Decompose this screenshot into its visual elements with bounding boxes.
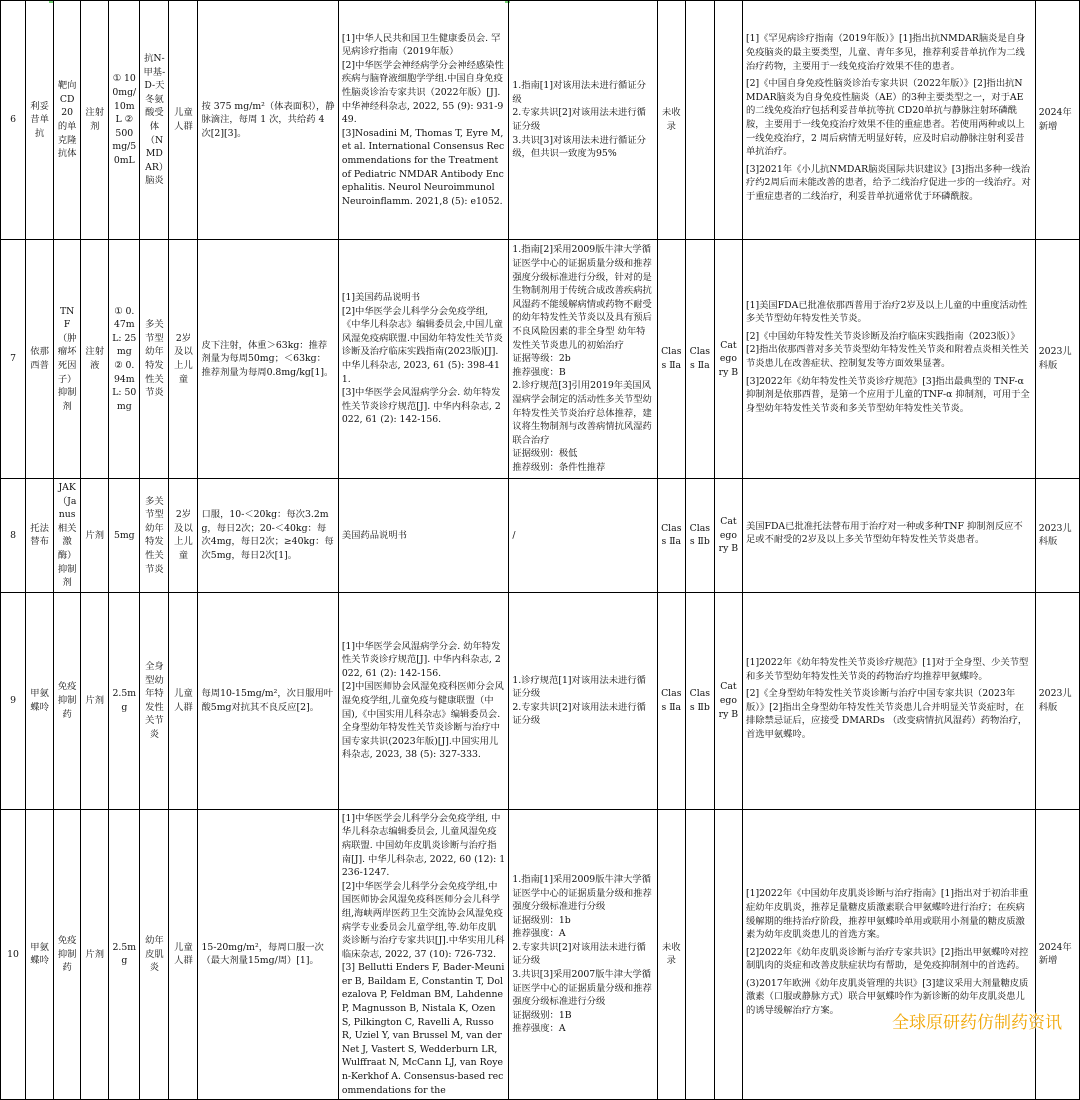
indication-cell: 多关节型幼年特发性关节炎 [140,479,169,593]
evidence-cell [509,1,657,240]
source-cell: 2024年新增 [1035,1,1079,240]
drug-name-cell: 依那西普 [26,240,54,479]
note-line: [1]美国FDA已批准依那西普用于治疗2岁及以上儿童的中重度活动性多关节型幼年特发性关节炎。 [745,299,1028,325]
note-line: [1]2022年《幼年特发性关节炎诊疗规范》[1]对于全身型、少关节型和多关节型幼年特发性关节炎的药物治疗均推荐甲氨蝶呤。 [745,656,1029,682]
recommendation-grade3-cell [714,1,742,240]
source-cell: 2023儿科版 [1035,479,1079,593]
evidence-line: 2.专家共识[2]对该用法未进行循证分级 [512,701,646,727]
recommendation-grade2-cell: Class Ⅱb [685,592,714,809]
drug-name-cell: 甲氨蝶呤 [26,592,54,809]
recommendation-grade3-cell: Category B [714,240,742,479]
recommendation-grade1-cell: 未收录 [657,1,685,240]
note-line: [2]《中国自身免疫性脑炎诊治专家共识（2022年版）》[2]指出抗NMDAR脑炎为自身免疫性脑炎（AE）的3种主要类型之一，对于AE的二线免疫治疗包括利妥昔单抗等抗 CD20单抗与静脉注射环磷酰胺，主要用于一线免疫治疗效果不佳的重症患者。若使用两种或以上一线免疫治疗，2 周后病情无明显好转，应及时启动静脉注射利妥昔单抗治疗。 [745,78,1025,158]
reference-cell [338,1,508,240]
dosage-cell: 每周10-15mg/m²，次日服用叶酸5mg对抗其不良反应[2]。 [198,592,338,809]
reference-cell [338,479,508,593]
reference-line: [2]中华医学会神经病学分会神经感染性疾病与脑脊液细胞学学组.中国自身免疫性脑炎诊治专家共识（2022年版）[J]. 中华神经科杂志, 2022, 55 (9): 931-949. [341,59,504,126]
population-cell: 2岁及以上儿童 [169,479,198,593]
source-cell: 2024年新增 [1035,809,1079,1099]
evidence-line: 1.诊疗规范[1]对该用法未进行循证分级 [512,674,646,700]
note-line: [1]2022年《中国幼年皮肌炎诊断与治疗指南》[1]指出对于初治非重症幼年皮肌炎，推荐足量糖皮质激素联合甲氨蝶呤进行治疗；在疾病缓解期的维持治疗阶段，推荐甲氨蝶呤单用或联用小剂量的糖皮质激素为幼年皮肌炎患儿的首选方案。 [745,888,1029,941]
note-cell [742,240,1035,479]
dosage-cell: 按 375 mg/m²（体表面积），静脉滴注，每周 1 次，共给药 4 次[2][3]。 [198,1,338,240]
drug-name-cell: 利妥昔单抗 [26,1,54,240]
table-row [1,479,1080,593]
reference-cell [338,592,508,809]
note-line: [2]《全身型幼年特发性关节炎诊断与治疗中国专家共识（2023年版）》[2]指出全身型幼年特发性关节炎患儿合并明显关节炎症时，在排除禁忌证后，应接受 DMARDs （改变病情抗风湿药）药物治疗，首选甲氨蝶呤。 [745,688,1028,740]
reference-line: [1]中华医学会儿科学分会免疫学组, 中华儿科杂志编辑委员会, 儿童风湿免疫病联盟. 中国幼年皮肌炎诊断与治疗指南[J]. 中华儿科杂志, 2022, 60 (12): 1236-1247. [341,812,506,879]
row-number-cell: 8 [1,479,26,593]
specification-cell: 2.5mg [109,809,140,1099]
reference-cell [338,809,515,1099]
drug-class-cell: 免疫抑制药 [54,592,81,809]
evidence-line: 1.指南[1]对该用法未进行循证分级 [512,80,646,105]
evidence-line: 3.共识[3]采用2007版牛津大学循证医学中心的证据质量分级和推荐强度分级标准进行分级 [512,969,652,1008]
evidence-line: 推荐强度：A [512,928,566,940]
note-line: 美国FDA已批准托法替布用于治疗对一种或多种TNF 抑制剂反应不足或不耐受的2岁及以上多关节型幼年特发性关节炎患者。 [745,520,1023,546]
reference-line: 美国药品说明书 [341,529,407,541]
recommendation-grade1-cell: Class Ⅱa [657,592,685,809]
drug-name-cell: 甲氨蝶呤 [26,809,54,1099]
table-row [1,240,1080,479]
evidence-cell [509,479,657,593]
evidence-line: 证据等级：2b [512,353,571,365]
evidence-line: 证据级别：1b [512,914,571,926]
evidence-cell [509,592,657,809]
evidence-line: 1.指南[1]采用2009版牛津大学循证医学中心的证据质量分级和推荐强度分级标准进行分级 [512,873,652,913]
drug-class-cell: JAK（Janus相关激酶）抑制剂 [54,479,81,593]
evidence-line: 2.诊疗规范[3]引用2019年美国风湿病学会制定的活动性多关节型幼年特发性关节炎治疗总体推荐，建议将生物制剂与改善病情抗风湿药联合治疗 [512,380,652,446]
evidence-cell [509,240,657,479]
reference-cell [338,240,508,479]
note-line: [2]《中国幼年特发性关节炎诊断及治疗临床实践指南（2023版）》[2]指出依那西普对多关节炎型幼年特发性关节炎和附着点炎相关性关节炎患儿在改善症状、控制复发等方面效果显著。 [745,330,1029,369]
source-cell: 2023儿科版 [1035,240,1079,479]
recommendation-grade3-cell: Category B [714,479,742,593]
population-cell: 2岁及以上儿童 [169,240,198,479]
dosage-cell: 口服，10-＜20kg：每次3.2mg，每日2次；20-＜40kg：每次4mg，每日2次；≥40kg：每次5mg，每日2次[1]。 [198,479,338,593]
note-cell [742,592,1035,809]
reference-line: [2]中华医学会儿科学分会免疫学组,中国医师协会风湿免疫科医师分会儿科学组,海峡两岸医药卫生交流协会风湿免疫病学专业委员会儿童学组,等.幼年皮肌炎诊断与治疗专家共识[J].中华实用儿科临床杂志, 2022, 37 (10): 726-732. [3] Bellutti Enders F, Bader-Meunier B, Baildam E, Constantin T, Dolezalova P, Feldman BM, Lahdenne P, Magnusson B, Nistala K, Ozen S, Pilkington C, Ravelli A, Russo R, Uziel Y, van Brussel M, van der Net J, Vastert S, Wedderburn LR, Wulffraat N, McCann LJ, van Royen-Kerkhof A. Consensus-based recommendations for the [341,880,515,1096]
note-line: [1]《罕见病诊疗指南（2019年版）》[1]指出抗NMDAR脑炎是自身免疫脑炎的最主要类型，儿童、青年多见，推荐利妥昔单抗作为二线治疗药物，主要用于一线免疫治疗效果不佳的患者。 [745,33,1026,72]
recommendation-grade1-cell: Class Ⅱa [657,240,685,479]
table-row [1,592,1080,809]
dosage-form-cell: 注射液 [81,240,109,479]
watermark: 全球原研药仿制药资讯 [892,1013,1062,1033]
specification-cell: ① 0.47mL: 25mg ② 0.94mL: 50mg [109,240,140,479]
recommendation-grade2-cell [685,809,714,1099]
dosage-cell: 15-20mg/m²，每周口服一次（最大剂量15mg/周）[1]。 [198,809,338,1099]
drug-class-cell: TNF（肿瘤坏死因子）抑制剂 [54,240,81,479]
row-number-cell: 6 [1,1,26,240]
table-row [1,1,1080,240]
evidence-line: / [512,529,516,541]
drug-class-cell: 免疫抑制药 [54,809,81,1099]
reference-line: [2]中华医学会儿科学分会免疫学组,《中华儿科杂志》编辑委员会,中国儿童风湿免疫病联盟.中国幼年特发性关节炎诊断及治疗临床实践指南(2023版)[J].中华儿科杂志, 2023, 61 (5): 398-411. [341,305,503,385]
row-number-cell: 10 [1,809,26,1099]
reference-line: [3]中华医学会风湿病学分会. 幼年特发性关节炎诊疗规范[J]. 中华内科杂志, 2022, 61 (2): 142-156. [341,387,501,426]
recommendation-grade3-cell [714,809,742,1099]
specification-cell: 2.5mg [109,592,140,809]
evidence-cell [509,809,657,1099]
indication-cell: 幼年皮肌炎 [140,809,169,1099]
table-row [1,809,1080,1099]
dosage-form-cell: 片剂 [81,479,109,593]
evidence-line: 1.指南[2]采用2009版牛津大学循证医学中心的证据质量分级和推荐强度分级标准进行分级，针对的是生物制剂用于传统合成改善疾病抗风湿药不能缓解病情或药物不耐受的幼年特发性关节炎以及具有预后不良风险因素的非全身型 幼年特发性关节炎患儿的初始治疗 [512,244,652,351]
note-line: [2]2022年《幼年皮肌炎诊断与治疗专家共识》[2]指出甲氨蝶呤对控制肌肉的炎症和改善皮肤症状均有帮助，是免疫抑制剂中的首选药。 [745,946,1029,972]
drug-class-cell: 靶向CD20的单克隆抗体 [54,1,81,240]
row-number-cell: 9 [1,592,26,809]
indication-cell: 抗N-甲基-D-天冬氨酸受体（NMDAR）脑炎 [140,1,169,240]
evidence-line: 3.共识[3]对该用法未进行循证分级，但共识一致度为95% [512,134,646,160]
reference-line: [1]中华医学会风湿病学分会. 幼年特发性关节炎诊疗规范[J]. 中华内科杂志, 2022, 61 (2): 142-156. [341,640,501,679]
recommendation-grade2-cell: Class Ⅱa [685,240,714,479]
indication-cell: 多关节型幼年特发性关节炎 [140,240,169,479]
evidence-line: 2.专家共识[2]对该用法未进行循证分级 [512,107,646,132]
reference-line: [3]Nosadini M, Thomas T, Eyre M, et al. International Consensus Recommendations for the Treatment of Pediatric NMDAR Antibody Encephalitis. Neurol Neuroimmunol Neuroinflamm. 2021,8 (5): e1052. [341,127,505,207]
source-cell: 2023儿科版 [1035,592,1079,809]
specification-cell: ① 100mg/10mL ② 500mg/50mL [109,1,140,240]
note-cell [742,479,1035,593]
specification-cell: 5mg [109,479,140,593]
recommendation-grade3-cell: Category B [714,592,742,809]
drug-name-cell: 托法替布 [26,479,54,593]
note-cell [742,809,1035,1099]
evidence-line: 推荐强度：B [512,366,566,378]
recommendation-grade2-cell [685,1,714,240]
evidence-line: 推荐强度：A [512,1023,566,1035]
note-line: [3]2021年《小儿抗NMDAR脑炎国际共识建议》[3]指出多种一线治疗约2周后而未能改善的患者，给予二线治疗促进一步的一线治疗。对于重症患者的二线治疗，利妥昔单抗通常优于环磷酰胺。 [745,163,1031,202]
population-cell: 儿童人群 [169,592,198,809]
population-cell: 儿童人群 [169,809,198,1099]
population-cell: 儿童人群 [169,1,198,240]
dosage-form-cell: 注射剂 [81,1,109,240]
note-line: [3]2022年《幼年特发性关节炎诊疗规范》[3]指出最典型的 TNF-α 抑制剂是依那西普，是第一个应用于儿童的TNF-α 抑制剂，可用于全身型幼年特发性关节炎和多关节型幼年特发性关节炎。 [745,375,1030,414]
evidence-line: 推荐级别：条件性推荐 [512,461,606,473]
recommendation-grade1-cell: 未收录 [657,809,685,1099]
recommendation-grade2-cell: Class Ⅱb [685,479,714,593]
dosage-cell: 皮下注射，体重＞63kg：推荐剂量为每周50mg；＜63kg：推荐剂量为每周0.8mg/kg[1]。 [198,240,338,479]
row-number-cell: 7 [1,240,26,479]
reference-line: [1]中华人民共和国卫生健康委员会. 罕见病诊疗指南（2019年版） [341,32,501,58]
indication-cell: 全身型幼年特发性关节炎 [140,592,169,809]
dosage-form-cell: 片剂 [81,592,109,809]
note-cell [742,1,1035,240]
reference-line: [1]美国药品说明书 [341,292,421,304]
evidence-line: 证据级别：极低 [512,448,578,460]
evidence-line: 2.专家共识[2]对该用法未进行循证分级 [512,941,646,967]
note-line: (3)2017年欧洲《幼年皮肌炎管理的共识》[3]建议采用大剂量糖皮质激素（口服或静脉方式）联合甲氨蝶呤作为新诊断的幼年皮肌炎患儿的诱导缓解治疗方案。 [745,977,1029,1017]
reference-line: [2]中国医师协会风湿免疫科医师分会风湿免疫学组,儿童免疫与健康联盟（中国),《中国实用儿科杂志》编辑委员会.全身型幼年特发性关节炎诊断与治疗中国专家共识(2023年版)[J].中国实用儿科杂志, 2023, 38 (5): 327-333. [341,681,504,761]
evidence-line: 证据级别：1B [512,1009,572,1021]
recommendation-grade1-cell: Class Ⅱa [657,479,685,593]
dosage-form-cell: 片剂 [81,809,109,1099]
